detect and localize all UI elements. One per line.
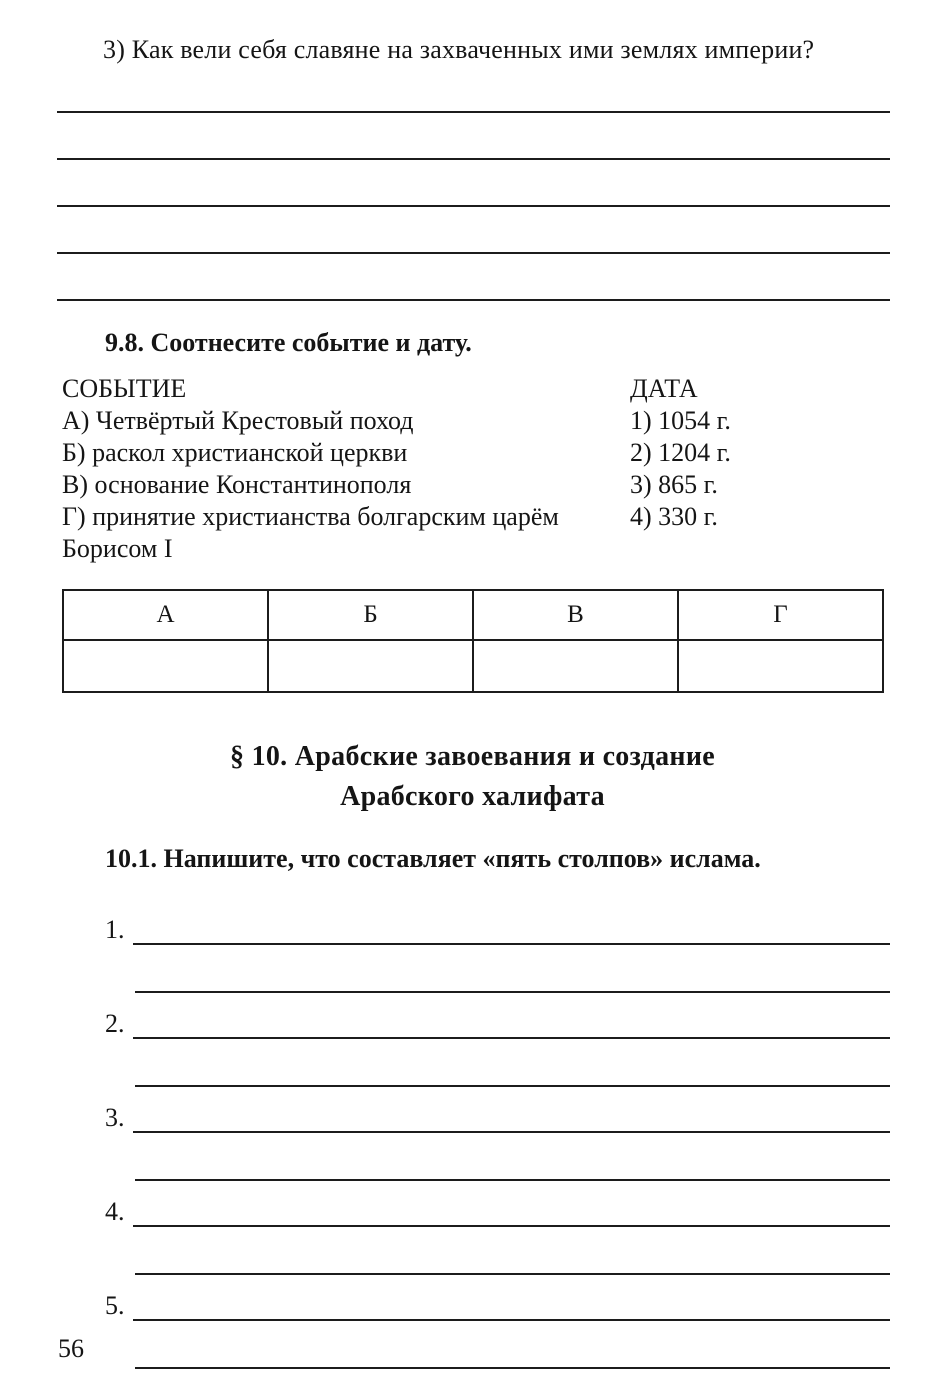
pillar-item-number: 1. — [105, 915, 125, 944]
pillar-answer-line[interactable] — [133, 1273, 891, 1321]
answer-table-cell-b[interactable] — [268, 640, 473, 692]
pillar-item-number: 3. — [105, 1103, 125, 1132]
pillar-item-1 — [105, 899, 890, 993]
dates-column-header: ДАТА — [630, 374, 698, 403]
five-pillars-answer-list — [105, 899, 890, 1369]
pillar-answer-line[interactable] — [133, 897, 891, 945]
pillar-item-3 — [105, 1087, 890, 1181]
answer-table-header-v: В — [473, 590, 678, 640]
answer-line[interactable] — [57, 207, 890, 254]
answer-table-header-row — [63, 590, 883, 640]
pillar-item-4 — [105, 1181, 890, 1275]
pillar-answer-line[interactable] — [133, 1085, 891, 1133]
match-event-date-block — [62, 373, 890, 565]
pillar-answer-line[interactable] — [135, 1227, 890, 1275]
answer-line[interactable] — [57, 113, 890, 160]
answer-table-cell-v[interactable] — [473, 640, 678, 692]
pillar-answer-line[interactable] — [135, 945, 890, 993]
answer-table-cell-a[interactable] — [63, 640, 268, 692]
event-item-b: Б) раскол христианской церкви — [62, 438, 408, 467]
answer-table — [62, 589, 884, 693]
event-item-v: В) основание Константинополя — [62, 470, 412, 499]
question-3-text: 3) Как вели себя славяне на захваченных ими землях империи? — [103, 35, 815, 64]
answer-line[interactable] — [57, 66, 890, 113]
pillar-answer-line[interactable] — [133, 1179, 891, 1227]
date-item-2: 2) 1204 г. — [630, 438, 731, 467]
pillar-answer-line[interactable] — [135, 1321, 890, 1369]
task-10-1-title: 10.1. Напишите, что составляет «пять столпов» ислама. — [105, 844, 761, 873]
answer-line[interactable] — [57, 160, 890, 207]
answer-table-header-g: Г — [678, 590, 883, 640]
event-item-g: Г) принятие христианства болгарским царём — [62, 502, 559, 531]
section-10-title-line2: Арабского халифата — [340, 781, 605, 812]
section-10-title-line1: § 10. Арабские завоевания и создание — [229, 741, 716, 772]
date-item-4: 4) 330 г. — [630, 502, 718, 531]
page-number: 56 — [58, 1334, 84, 1363]
pillar-item-2 — [105, 993, 890, 1087]
event-item-g-continuation: Борисом I — [62, 534, 173, 563]
question-3-answer-area — [57, 66, 890, 301]
section-10-title — [60, 737, 885, 817]
pillar-answer-line[interactable] — [135, 1039, 890, 1087]
events-column — [62, 373, 630, 565]
answer-table-header-b: Б — [268, 590, 473, 640]
pillar-answer-line[interactable] — [135, 1133, 890, 1181]
pillar-answer-line[interactable] — [133, 991, 891, 1039]
pillar-item-number: 2. — [105, 1009, 125, 1038]
pillar-item-number: 4. — [105, 1197, 125, 1226]
pillar-item-5 — [105, 1275, 890, 1369]
answer-line[interactable] — [57, 254, 890, 301]
event-item-a: А) Четвёртый Крестовый поход — [62, 406, 414, 435]
answer-table-header-a: А — [63, 590, 268, 640]
answer-table-answer-row — [63, 640, 883, 692]
date-item-1: 1) 1054 г. — [630, 406, 731, 435]
task-9-8-title: 9.8. Соотнесите событие и дату. — [105, 328, 472, 357]
dates-column — [630, 373, 890, 565]
answer-table-cell-g[interactable] — [678, 640, 883, 692]
date-item-3: 3) 865 г. — [630, 470, 718, 499]
pillar-item-number: 5. — [105, 1291, 125, 1320]
events-column-header: СОБЫТИЕ — [62, 374, 187, 403]
